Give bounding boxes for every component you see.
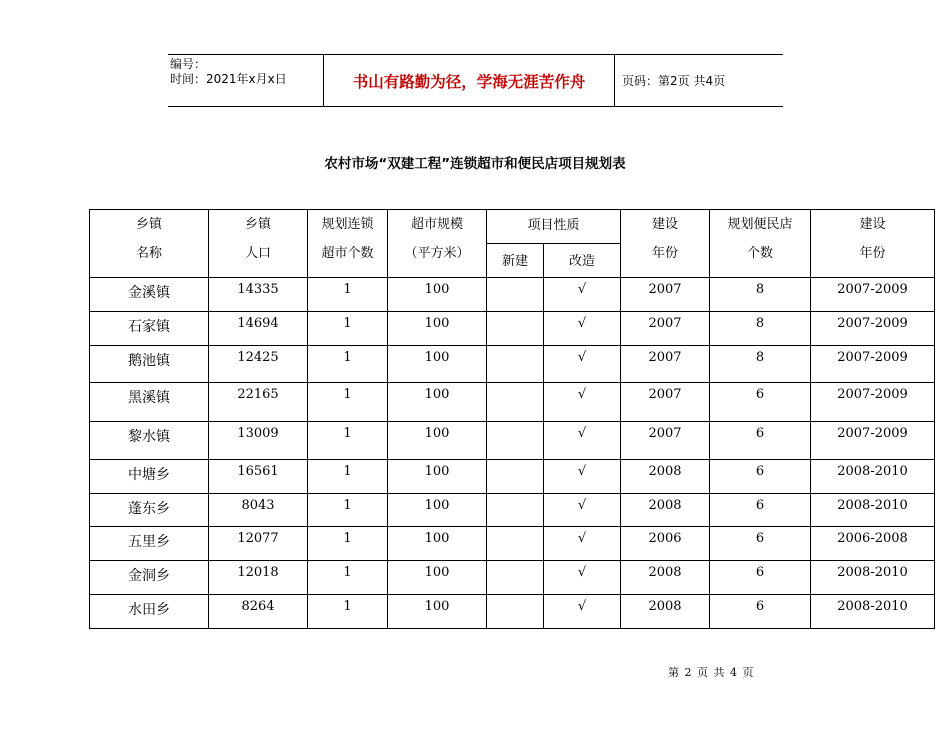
cell-build-year: 2007 (621, 278, 710, 312)
cell-build-year: 2007 (621, 383, 710, 422)
cell-population: 12425 (209, 346, 308, 383)
serial-label: 编号： (170, 57, 207, 71)
cell-store-count: 6 (710, 494, 811, 527)
plan-table (89, 209, 935, 629)
cell-build-period: 2007-2009 (811, 422, 935, 460)
header-page-info: 页码：第2页 共4页 (622, 74, 726, 88)
cell-store-count: 8 (710, 312, 811, 346)
page-footer: 第 2 页 共 4 页 (668, 666, 754, 679)
table-row (90, 460, 935, 494)
cell-chain-count: 1 (308, 278, 388, 312)
cell-town-name: 金溪镇 (90, 278, 209, 312)
cell-population: 14694 (209, 312, 308, 346)
cell-build-period: 2006-2008 (811, 527, 935, 561)
cell-chain-count: 1 (308, 422, 388, 460)
header-build-period: 建设 年份 (811, 210, 935, 278)
cell-scale: 100 (388, 346, 487, 383)
cell-build-period: 2007-2009 (811, 383, 935, 422)
cell-scale: 100 (388, 278, 487, 312)
cell-chain-count: 1 (308, 312, 388, 346)
cell-new-build (487, 422, 544, 460)
cell-build-year: 2008 (621, 494, 710, 527)
cell-population: 12077 (209, 527, 308, 561)
cell-scale: 100 (388, 494, 487, 527)
cell-population: 8043 (209, 494, 308, 527)
cell-build-year: 2008 (621, 595, 710, 629)
cell-new-build (487, 346, 544, 383)
cell-scale: 100 (388, 312, 487, 346)
cell-town-name: 五里乡 (90, 527, 209, 561)
header-build-year: 建设 年份 (621, 210, 710, 278)
cell-build-period: 2007-2009 (811, 312, 935, 346)
table-row (90, 422, 935, 460)
cell-town-name: 石家镇 (90, 312, 209, 346)
cell-chain-count: 1 (308, 346, 388, 383)
cell-store-count: 6 (710, 460, 811, 494)
cell-new-build (487, 312, 544, 346)
cell-chain-count: 1 (308, 460, 388, 494)
cell-build-period: 2008-2010 (811, 494, 935, 527)
cell-renovate: √ (544, 278, 621, 312)
cell-store-count: 8 (710, 278, 811, 312)
table-row (90, 346, 935, 383)
cell-town-name: 中塘乡 (90, 460, 209, 494)
table-row (90, 278, 935, 312)
cell-store-count: 6 (710, 383, 811, 422)
cell-store-count: 6 (710, 595, 811, 629)
header-meta (168, 55, 324, 106)
cell-town-name: 鹅池镇 (90, 346, 209, 383)
cell-build-year: 2007 (621, 346, 710, 383)
cell-new-build (487, 595, 544, 629)
cell-build-period: 2008-2010 (811, 460, 935, 494)
cell-renovate: √ (544, 312, 621, 346)
cell-new-build (487, 527, 544, 561)
table-row (90, 494, 935, 527)
cell-build-year: 2007 (621, 312, 710, 346)
cell-new-build (487, 494, 544, 527)
cell-new-build (487, 561, 544, 595)
cell-build-period: 2008-2010 (811, 595, 935, 629)
cell-population: 16561 (209, 460, 308, 494)
cell-scale: 100 (388, 527, 487, 561)
cell-chain-count: 1 (308, 527, 388, 561)
cell-build-year: 2006 (621, 527, 710, 561)
cell-scale: 100 (388, 460, 487, 494)
cell-build-period: 2007-2009 (811, 346, 935, 383)
cell-renovate: √ (544, 494, 621, 527)
header-project-nature: 项目性质 (487, 210, 621, 244)
cell-store-count: 6 (710, 561, 811, 595)
document-title: 农村市场“双建工程”连锁超市和便民店项目规划表 (324, 156, 626, 172)
header-new-build: 新建 (487, 244, 544, 278)
table-row (90, 561, 935, 595)
header-store-count: 规划便民店 个数 (710, 210, 811, 278)
cell-chain-count: 1 (308, 383, 388, 422)
cell-chain-count: 1 (308, 561, 388, 595)
cell-renovate: √ (544, 595, 621, 629)
cell-town-name: 黎水镇 (90, 422, 209, 460)
cell-store-count: 6 (710, 527, 811, 561)
cell-scale: 100 (388, 595, 487, 629)
cell-renovate: √ (544, 422, 621, 460)
header-renovate: 改造 (544, 244, 621, 278)
table-header-row (90, 210, 935, 244)
table-row (90, 312, 935, 346)
header-chain-count: 规划连锁 超市个数 (308, 210, 388, 278)
cell-population: 14335 (209, 278, 308, 312)
cell-town-name: 金洞乡 (90, 561, 209, 595)
cell-population: 12018 (209, 561, 308, 595)
table-row (90, 383, 935, 422)
cell-renovate: √ (544, 346, 621, 383)
cell-build-year: 2008 (621, 460, 710, 494)
cell-new-build (487, 460, 544, 494)
cell-scale: 100 (388, 422, 487, 460)
cell-town-name: 水田乡 (90, 595, 209, 629)
header-scale: 超市规模 （平方米） (388, 210, 487, 278)
cell-scale: 100 (388, 561, 487, 595)
cell-store-count: 6 (710, 422, 811, 460)
cell-renovate: √ (544, 527, 621, 561)
table-row (90, 527, 935, 561)
header-motto: 书山有路勤为径，学海无涯苦作舟 (324, 55, 615, 106)
cell-town-name: 黑溪镇 (90, 383, 209, 422)
cell-population: 8264 (209, 595, 308, 629)
cell-build-period: 2008-2010 (811, 561, 935, 595)
cell-store-count: 8 (710, 346, 811, 383)
cell-population: 22165 (209, 383, 308, 422)
table-row (90, 595, 935, 629)
cell-new-build (487, 383, 544, 422)
cell-renovate: √ (544, 383, 621, 422)
cell-build-year: 2008 (621, 561, 710, 595)
cell-new-build (487, 278, 544, 312)
header-town-name: 乡镇 名称 (90, 210, 209, 278)
cell-town-name: 蓬东乡 (90, 494, 209, 527)
cell-population: 13009 (209, 422, 308, 460)
cell-build-period: 2007-2009 (811, 278, 935, 312)
cell-chain-count: 1 (308, 494, 388, 527)
cell-renovate: √ (544, 460, 621, 494)
cell-renovate: √ (544, 561, 621, 595)
time-label: 时间：2021年x月x日 (170, 72, 287, 86)
page-header (168, 54, 783, 107)
header-population: 乡镇 人口 (209, 210, 308, 278)
cell-build-year: 2007 (621, 422, 710, 460)
cell-scale: 100 (388, 383, 487, 422)
cell-chain-count: 1 (308, 595, 388, 629)
